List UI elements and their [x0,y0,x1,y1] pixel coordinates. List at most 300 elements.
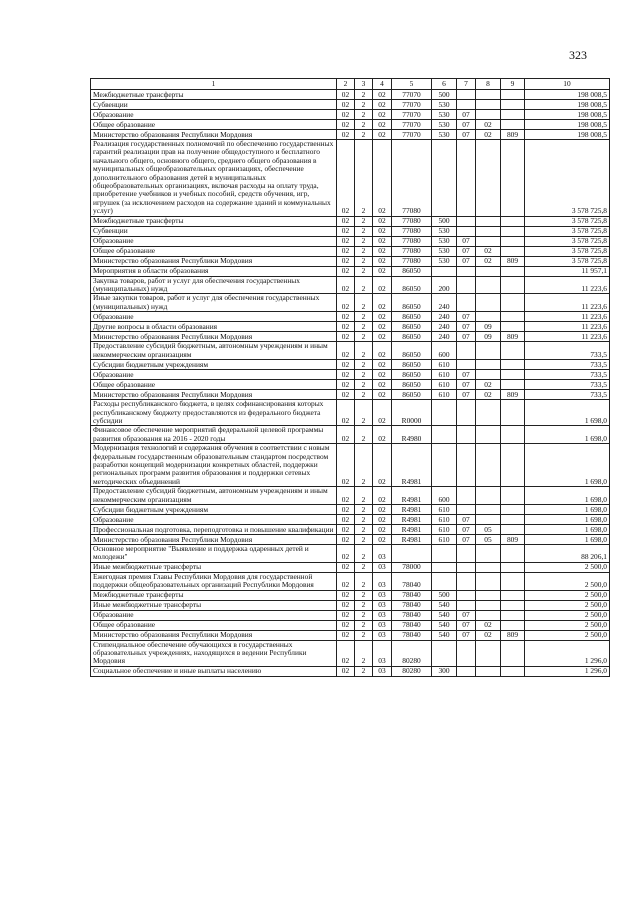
cell-expense-type: 500 [432,90,457,100]
cell-subsection [476,640,501,666]
cell-section [457,562,476,572]
cell-section [457,444,476,487]
cell-expense-type: 610 [432,534,457,544]
table-row [91,370,610,380]
cell-target-article: 78040 [392,572,432,590]
table-row [91,630,610,640]
cell-subsection: 09 [476,322,501,332]
cell-target-article: 80280 [392,640,432,666]
cell-expense-type: 240 [432,294,457,312]
cell-code-2: 02 [337,620,355,630]
cell-code-4: 02 [373,236,392,246]
cell-section: 07 [457,370,476,380]
cell-subsection [476,370,501,380]
cell-amount: 2 500,0 [525,620,610,630]
cell-code-3: 2 [355,504,373,514]
cell-code-3: 2 [355,130,373,140]
cell-amount: 198 008,5 [525,100,610,110]
cell-code-4: 02 [373,140,392,217]
cell-subsection [476,216,501,226]
cell-target-article: 77080 [392,246,432,256]
cell-expense-type: 610 [432,380,457,390]
cell-name: Иные межбюджетные трансферты [91,562,337,572]
cell-target-article: 86050 [392,322,432,332]
cell-code-3: 2 [355,322,373,332]
cell-code-2: 02 [337,90,355,100]
cell-amount: 11 223,6 [525,294,610,312]
column-header-5: 5 [392,79,432,90]
cell-name: Социальное обеспечение и иные выплаты населению [91,666,337,676]
table-row [91,256,610,266]
cell-code-4: 02 [373,370,392,380]
cell-subsection: 05 [476,524,501,534]
cell-code-3: 2 [355,90,373,100]
cell-target-article: 77080 [392,226,432,236]
cell-expense-type: 530 [432,110,457,120]
cell-subsection: 09 [476,332,501,342]
cell-amount: 1 698,0 [525,487,610,505]
cell-ministry-code [501,120,525,130]
cell-expense-type: 610 [432,360,457,370]
table-row [91,590,610,600]
table-row [91,100,610,110]
cell-ministry-code [501,444,525,487]
cell-amount: 1 698,0 [525,514,610,524]
cell-amount: 1 698,0 [525,504,610,514]
cell-ministry-code [501,90,525,100]
cell-section [457,266,476,276]
cell-code-2: 02 [337,120,355,130]
cell-ministry-code [501,590,525,600]
cell-target-article: 86050 [392,312,432,322]
cell-code-3: 2 [355,110,373,120]
cell-section [457,226,476,236]
cell-target-article: 77080 [392,216,432,226]
cell-ministry-code [501,140,525,217]
cell-name: Иные межбюджетные трансферты [91,600,337,610]
cell-name: Образование [91,236,337,246]
cell-code-2: 02 [337,524,355,534]
cell-code-3: 2 [355,294,373,312]
table-row [91,226,610,236]
cell-code-4: 03 [373,610,392,620]
cell-code-3: 2 [355,100,373,110]
cell-code-3: 2 [355,236,373,246]
cell-expense-type: 300 [432,666,457,676]
cell-amount: 11 223,6 [525,276,610,294]
cell-target-article: R4981 [392,534,432,544]
cell-amount: 3 578 725,8 [525,140,610,217]
cell-code-3: 2 [355,630,373,640]
cell-code-2: 02 [337,426,355,444]
cell-name: Финансовое обеспечение мероприятий федеральной целевой программы развития образования на 2016 - 2020 годы [91,426,337,444]
cell-target-article: 78040 [392,610,432,620]
cell-code-4: 02 [373,534,392,544]
cell-code-4: 02 [373,342,392,360]
cell-code-2: 02 [337,572,355,590]
cell-ministry-code [501,110,525,120]
cell-code-4: 03 [373,562,392,572]
cell-target-article: 77080 [392,236,432,246]
cell-target-article: 77070 [392,130,432,140]
cell-name: Образование [91,514,337,524]
table-row [91,140,610,217]
cell-name: Субсидии бюджетным учреждениям [91,504,337,514]
cell-code-3: 2 [355,572,373,590]
cell-subsection: 02 [476,256,501,266]
cell-amount: 198 008,5 [525,110,610,120]
cell-name: Предоставление субсидий бюджетным, автономным учреждениям и иным некоммерческим организациям [91,342,337,360]
cell-code-2: 02 [337,666,355,676]
cell-section: 07 [457,236,476,246]
cell-code-2: 02 [337,294,355,312]
cell-amount: 1 296,0 [525,640,610,666]
cell-code-3: 2 [355,216,373,226]
cell-section [457,572,476,590]
cell-amount: 2 500,0 [525,610,610,620]
cell-code-2: 02 [337,226,355,236]
cell-code-4: 02 [373,487,392,505]
table-row [91,487,610,505]
cell-section: 07 [457,524,476,534]
cell-expense-type: 600 [432,342,457,360]
cell-code-4: 02 [373,426,392,444]
cell-expense-type [432,400,457,426]
cell-section: 07 [457,130,476,140]
cell-amount: 1 698,0 [525,426,610,444]
table-body [91,90,610,677]
cell-ministry-code [501,426,525,444]
cell-expense-type: 530 [432,100,457,110]
table-row [91,666,610,676]
cell-target-article: 86050 [392,390,432,400]
cell-section: 07 [457,256,476,266]
cell-expense-type [432,426,457,444]
cell-subsection [476,312,501,322]
cell-ministry-code: 809 [501,130,525,140]
cell-section: 07 [457,110,476,120]
cell-subsection: 02 [476,620,501,630]
cell-target-article: 78040 [392,630,432,640]
cell-code-4: 02 [373,294,392,312]
cell-amount: 733,5 [525,380,610,390]
cell-code-3: 2 [355,380,373,390]
cell-name: Межбюджетные трансферты [91,590,337,600]
cell-name: Министерство образования Республики Мордовия [91,256,337,266]
cell-subsection [476,666,501,676]
cell-code-3: 2 [355,426,373,444]
cell-code-4: 02 [373,226,392,236]
cell-amount: 1 296,0 [525,666,610,676]
cell-target-article: 78000 [392,562,432,572]
cell-target-article: 86050 [392,342,432,360]
cell-ministry-code [501,360,525,370]
cell-amount: 733,5 [525,370,610,380]
cell-subsection [476,236,501,246]
cell-code-3: 2 [355,246,373,256]
cell-code-4: 03 [373,590,392,600]
cell-name: Субвенции [91,100,337,110]
cell-name: Общее образование [91,380,337,390]
table-row [91,514,610,524]
cell-subsection: 02 [476,130,501,140]
cell-expense-type: 610 [432,370,457,380]
cell-code-4: 02 [373,524,392,534]
cell-subsection [476,400,501,426]
cell-subsection [476,444,501,487]
cell-section [457,666,476,676]
cell-target-article: 78040 [392,590,432,600]
table-row [91,426,610,444]
cell-code-2: 02 [337,610,355,620]
cell-name: Ежегодная премия Главы Республики Мордовия для государственной поддержки общеобразовательных организаций Республики Мордовия [91,572,337,590]
cell-amount: 198 008,5 [525,120,610,130]
cell-section [457,504,476,514]
table-row [91,534,610,544]
cell-target-article: 78040 [392,620,432,630]
cell-code-4: 02 [373,322,392,332]
cell-target-article: R4981 [392,514,432,524]
cell-name: Министерство образования Республики Мордовия [91,630,337,640]
cell-code-4: 03 [373,544,392,562]
cell-code-2: 02 [337,110,355,120]
cell-code-4: 02 [373,266,392,276]
cell-code-2: 02 [337,390,355,400]
cell-ministry-code [501,572,525,590]
table-row [91,544,610,562]
cell-section [457,426,476,444]
table-row [91,332,610,342]
cell-target-article: 86050 [392,276,432,294]
cell-amount: 2 500,0 [525,562,610,572]
cell-expense-type: 600 [432,487,457,505]
cell-target-article: 77080 [392,256,432,266]
cell-amount: 2 500,0 [525,630,610,640]
cell-target-article: 86050 [392,266,432,276]
cell-expense-type [432,562,457,572]
cell-expense-type: 610 [432,524,457,534]
cell-code-2: 02 [337,332,355,342]
table-row [91,342,610,360]
cell-subsection [476,590,501,600]
table-row [91,524,610,534]
cell-expense-type: 540 [432,600,457,610]
cell-code-2: 02 [337,504,355,514]
cell-section [457,342,476,360]
cell-ministry-code: 809 [501,390,525,400]
cell-code-4: 03 [373,620,392,630]
cell-section [457,100,476,110]
cell-section: 07 [457,620,476,630]
cell-name: Образование [91,370,337,380]
cell-code-2: 02 [337,370,355,380]
cell-section: 07 [457,380,476,390]
cell-subsection [476,426,501,444]
cell-amount: 2 500,0 [525,590,610,600]
cell-target-article: R4981 [392,524,432,534]
cell-subsection: 02 [476,246,501,256]
cell-code-3: 2 [355,120,373,130]
cell-amount: 3 578 725,8 [525,216,610,226]
cell-ministry-code [501,562,525,572]
cell-code-4: 02 [373,100,392,110]
cell-code-4: 03 [373,666,392,676]
cell-section: 07 [457,120,476,130]
cell-code-2: 02 [337,487,355,505]
cell-section [457,90,476,100]
table-row [91,504,610,514]
cell-expense-type [432,140,457,217]
cell-amount: 88 206,1 [525,544,610,562]
cell-target-article: 77070 [392,100,432,110]
cell-amount: 1 698,0 [525,444,610,487]
table-row [91,444,610,487]
column-header-2: 2 [337,79,355,90]
column-header-8: 8 [476,79,501,90]
cell-name: Министерство образования Республики Мордовия [91,332,337,342]
table-row [91,360,610,370]
cell-amount: 11 223,6 [525,322,610,332]
cell-ministry-code [501,322,525,332]
cell-section [457,640,476,666]
cell-ministry-code [501,236,525,246]
cell-code-4: 02 [373,110,392,120]
cell-section: 07 [457,322,476,332]
cell-name: Межбюджетные трансферты [91,216,337,226]
cell-section: 07 [457,514,476,524]
cell-code-4: 02 [373,216,392,226]
cell-target-article: 86050 [392,370,432,380]
cell-expense-type [432,444,457,487]
table-row [91,610,610,620]
cell-code-3: 2 [355,276,373,294]
cell-subsection [476,562,501,572]
cell-expense-type: 540 [432,620,457,630]
cell-name: Модернизация технологий и содержания обучения в соответствии с новым федеральным государственным образовательным стандартом посредством разработки концепций модернизации конкретных областей, поддержки региональных программ развития образования и поддержки сетевых методических объединений [91,444,337,487]
cell-name: Стипендиальное обеспечение обучающихся в государственных образовательных учреждениях, находящихся в ведении Республики Мордовия [91,640,337,666]
cell-section [457,140,476,217]
cell-code-2: 02 [337,100,355,110]
column-header-9: 9 [501,79,525,90]
cell-target-article: 86050 [392,360,432,370]
cell-ministry-code [501,620,525,630]
table-row [91,640,610,666]
cell-code-3: 2 [355,487,373,505]
cell-code-4: 02 [373,246,392,256]
cell-ministry-code [501,504,525,514]
cell-expense-type: 240 [432,332,457,342]
cell-target-article: 78040 [392,600,432,610]
cell-expense-type: 610 [432,504,457,514]
cell-ministry-code [501,400,525,426]
cell-ministry-code [501,100,525,110]
cell-amount: 3 578 725,8 [525,236,610,246]
cell-code-2: 02 [337,342,355,360]
cell-ministry-code [501,544,525,562]
cell-code-2: 02 [337,276,355,294]
cell-code-2: 02 [337,256,355,266]
cell-subsection: 02 [476,120,501,130]
cell-code-4: 02 [373,312,392,322]
cell-code-2: 02 [337,400,355,426]
cell-subsection [476,226,501,236]
cell-expense-type: 610 [432,514,457,524]
cell-code-2: 02 [337,266,355,276]
cell-code-2: 02 [337,562,355,572]
cell-section: 07 [457,610,476,620]
cell-target-article: 86050 [392,380,432,390]
cell-expense-type: 240 [432,322,457,332]
cell-subsection [476,276,501,294]
table-row [91,312,610,322]
cell-code-4: 02 [373,400,392,426]
column-header-10: 10 [525,79,610,90]
cell-amount: 2 500,0 [525,572,610,590]
cell-section [457,600,476,610]
cell-name: Межбюджетные трансферты [91,90,337,100]
table-row [91,110,610,120]
cell-ministry-code [501,342,525,360]
cell-code-3: 2 [355,360,373,370]
cell-code-2: 02 [337,216,355,226]
cell-subsection: 02 [476,630,501,640]
cell-code-3: 2 [355,534,373,544]
cell-code-2: 02 [337,640,355,666]
cell-code-4: 02 [373,444,392,487]
cell-expense-type: 530 [432,120,457,130]
cell-code-2: 02 [337,312,355,322]
cell-target-article: R4980 [392,426,432,444]
cell-target-article [392,544,432,562]
cell-subsection [476,100,501,110]
cell-amount: 198 008,5 [525,130,610,140]
cell-subsection [476,294,501,312]
cell-expense-type: 500 [432,590,457,600]
cell-ministry-code: 809 [501,332,525,342]
cell-target-article: R4981 [392,487,432,505]
cell-name: Общее образование [91,120,337,130]
cell-ministry-code [501,246,525,256]
cell-ministry-code [501,294,525,312]
cell-name: Мероприятия в области образования [91,266,337,276]
cell-code-2: 02 [337,630,355,640]
cell-expense-type: 530 [432,226,457,236]
cell-expense-type: 540 [432,630,457,640]
cell-section: 07 [457,630,476,640]
table-row [91,246,610,256]
cell-ministry-code [501,216,525,226]
cell-code-4: 02 [373,514,392,524]
cell-ministry-code [501,666,525,676]
cell-code-3: 2 [355,370,373,380]
cell-expense-type: 610 [432,390,457,400]
cell-section [457,216,476,226]
cell-ministry-code [501,312,525,322]
cell-code-3: 2 [355,332,373,342]
cell-subsection: 02 [476,390,501,400]
cell-section [457,590,476,600]
cell-name: Предоставление субсидий бюджетным, автономным учреждениям и иным некоммерческим организациям [91,487,337,505]
cell-code-3: 2 [355,562,373,572]
cell-ministry-code [501,524,525,534]
cell-code-4: 02 [373,90,392,100]
cell-target-article: R4981 [392,444,432,487]
cell-ministry-code [501,226,525,236]
cell-code-2: 02 [337,444,355,487]
table-row [91,236,610,246]
cell-ministry-code [501,600,525,610]
cell-target-article: 77080 [392,140,432,217]
